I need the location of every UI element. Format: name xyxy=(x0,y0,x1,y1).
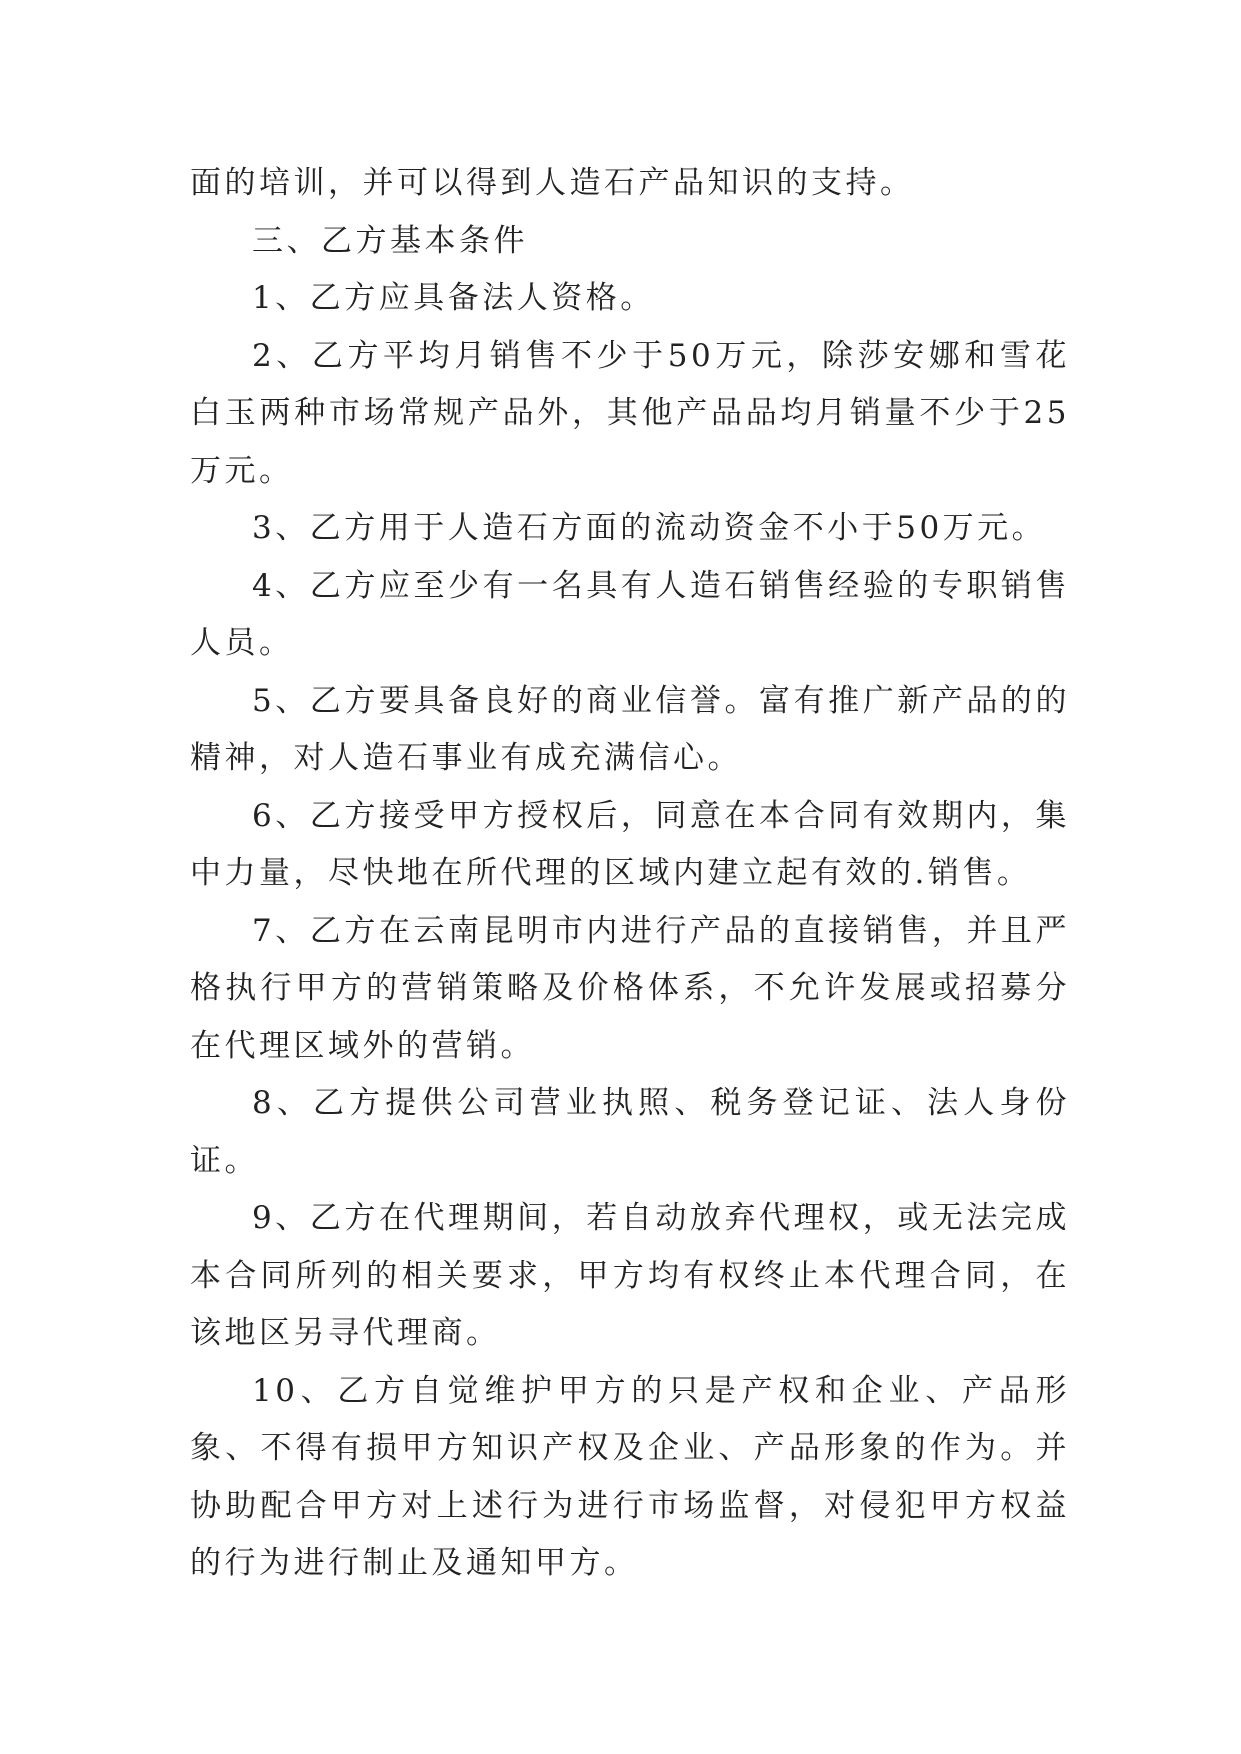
clause-1: 1、乙方应具备法人资格。 xyxy=(252,280,655,316)
clause-8: 8、乙方提供公司营业执照、税务登记证、法人身份证。 xyxy=(190,1085,1070,1179)
section-heading-basic-conditions: 三、乙方基本条件 xyxy=(252,222,528,259)
paragraph-training-continued: 面的培训，并可以得到人造石产品知识的支持。 xyxy=(190,165,915,201)
clause-5: 5、乙方要具备良好的商业信誉。富有推广新产品的的精神，对人造石事业有成充满信心。 xyxy=(190,682,1070,776)
clause-7: 7、乙方在云南昆明市内进行产品的直接销售，并且严格执行甲方的营销策略及价格体系，不允许发展或招募分在代理区域外的营销。 xyxy=(190,912,1070,1064)
clause-10: 10、乙方自觉维护甲方的只是产权和企业、产品形象、不得有损甲方知识产权及企业、产品形象的作为。并协助配合甲方对上述行为进行市场监督，对侵犯甲方权益的行为进行制止及通知甲方。 xyxy=(190,1372,1070,1581)
clause-9: 9、乙方在代理期间，若自动放弃代理权，或无法完成本合同所列的相关要求，甲方均有权终止本代理合同，在该地区另寻代理商。 xyxy=(190,1200,1070,1351)
document-body xyxy=(190,155,1070,1593)
clause-2: 2、乙方平均月销售不少于50万元，除莎安娜和雪花白玉两种市场常规产品外，其他产品品均月销量不少于25万元。 xyxy=(190,337,1070,489)
clause-4: 4、乙方应至少有一名具有人造石销售经验的专职销售人员。 xyxy=(190,567,1070,661)
clause-6: 6、乙方接受甲方授权后，同意在本合同有效期内，集中力量，尽快地在所代理的区域内建立起有效的.销售。 xyxy=(190,797,1070,891)
clause-3: 3、乙方用于人造石方面的流动资金不小于50万元。 xyxy=(252,510,1047,546)
